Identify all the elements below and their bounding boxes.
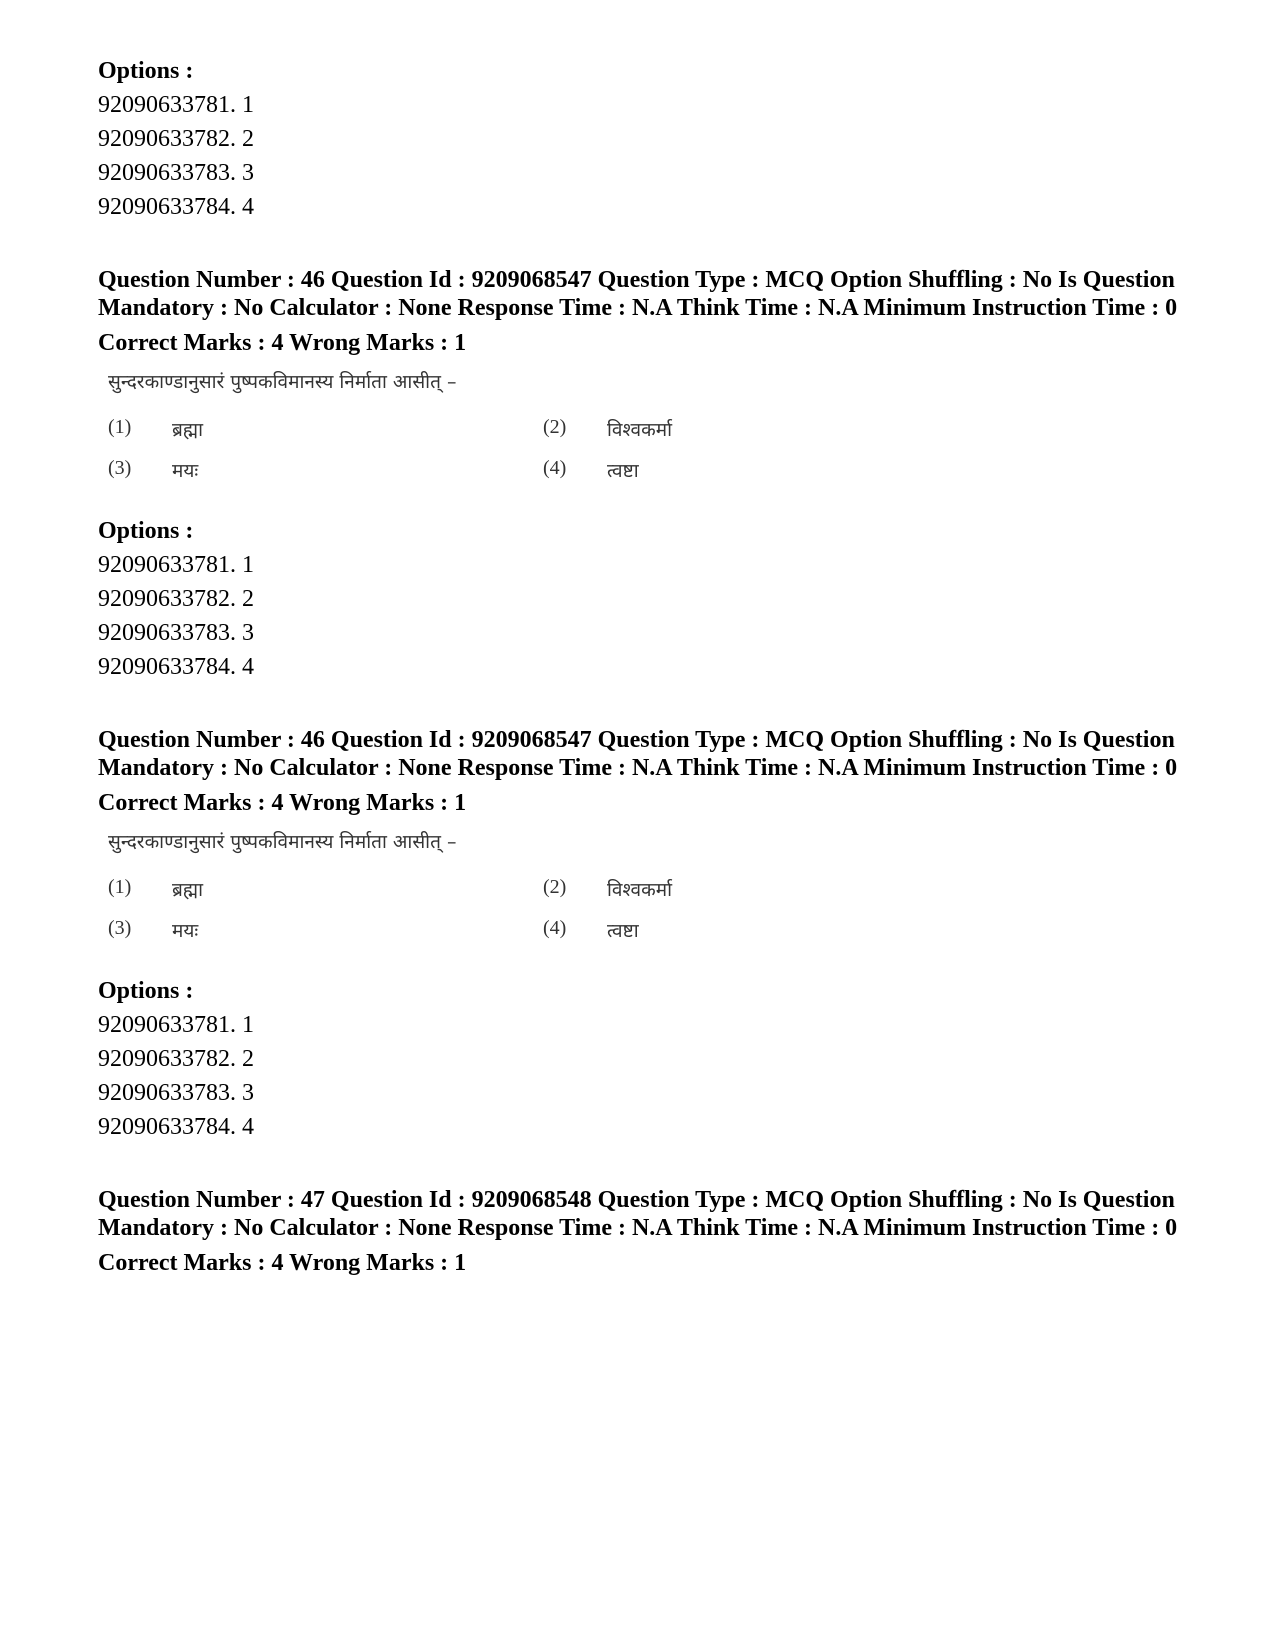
options-section: [98, 976, 1178, 1144]
choice-text: मयः: [172, 460, 199, 482]
choice-text: त्वष्टा: [607, 460, 639, 482]
choice-4: [543, 457, 639, 482]
question-content: [98, 820, 1178, 970]
question-marks: Correct Marks : 4 Wrong Marks : 1: [98, 330, 467, 356]
question-block: [98, 726, 1178, 1144]
choice-number: (4): [543, 457, 567, 479]
choice-number: (1): [108, 416, 132, 438]
option-item: 92090633782. 2: [98, 126, 254, 152]
choice-4: [543, 917, 639, 942]
option-item: 92090633781. 1: [98, 92, 254, 118]
choice-number: (3): [108, 457, 132, 479]
choice-text: विश्वकर्मा: [607, 879, 672, 901]
choice-number: (2): [543, 876, 567, 898]
choice-number: (2): [543, 416, 567, 438]
option-item: 92090633784. 4: [98, 194, 254, 220]
choice-text: ब्रह्मा: [172, 419, 203, 441]
question-text: सुन्दरकाण्डानुसारं पुष्पकविमानस्य निर्माता आसीत् –: [108, 831, 457, 853]
choice-text: विश्वकर्मा: [607, 419, 672, 441]
question-text: सुन्दरकाण्डानुसारं पुष्पकविमानस्य निर्माता आसीत् –: [108, 371, 457, 393]
choice-1: [108, 416, 203, 441]
option-item: 92090633783. 3: [98, 1080, 254, 1106]
options-list: [98, 548, 1178, 684]
options-list: [98, 1008, 1178, 1144]
choice-2: [543, 416, 672, 441]
options-section: [98, 516, 1178, 684]
question-header: Question Number : 46 Question Id : 9209068547 Question Type : MCQ Option Shuffling : No Is Question Mandatory : No Calculator : None Response Time : N.A Think Time : N.A Minimum Instruction Time : 0: [98, 267, 1178, 321]
choice-number: (4): [543, 917, 567, 939]
option-item: 92090633784. 4: [98, 1114, 254, 1140]
question-block: [98, 1186, 1178, 1278]
options-list: [98, 88, 1178, 224]
question-marks: Correct Marks : 4 Wrong Marks : 1: [98, 790, 467, 816]
choice-text: त्वष्टा: [607, 920, 639, 942]
option-item: 92090633783. 3: [98, 160, 254, 186]
question-marks: Correct Marks : 4 Wrong Marks : 1: [98, 1250, 467, 1276]
option-item: 92090633782. 2: [98, 586, 254, 612]
question-block: [98, 266, 1178, 684]
choice-3: [108, 917, 199, 942]
document-page: [98, 56, 1178, 1278]
options-label: Options :: [98, 58, 194, 84]
question-header: Question Number : 46 Question Id : 9209068547 Question Type : MCQ Option Shuffling : No Is Question Mandatory : No Calculator : None Response Time : N.A Think Time : N.A Minimum Instruction Time : 0: [98, 727, 1178, 781]
choice-1: [108, 876, 203, 901]
choice-2: [543, 876, 672, 901]
option-item: 92090633784. 4: [98, 654, 254, 680]
options-section-top: [98, 56, 1178, 224]
option-item: 92090633781. 1: [98, 1012, 254, 1038]
question-header: Question Number : 47 Question Id : 9209068548 Question Type : MCQ Option Shuffling : No Is Question Mandatory : No Calculator : None Response Time : N.A Think Time : N.A Minimum Instruction Time : 0: [98, 1187, 1178, 1241]
options-label: Options :: [98, 978, 194, 1004]
choice-3: [108, 457, 199, 482]
choice-number: (1): [108, 876, 132, 898]
option-item: 92090633783. 3: [98, 620, 254, 646]
option-item: 92090633781. 1: [98, 552, 254, 578]
choice-number: (3): [108, 917, 132, 939]
option-item: 92090633782. 2: [98, 1046, 254, 1072]
question-content: [98, 360, 1178, 510]
choice-text: ब्रह्मा: [172, 879, 203, 901]
options-label: Options :: [98, 518, 194, 544]
choice-text: मयः: [172, 920, 199, 942]
